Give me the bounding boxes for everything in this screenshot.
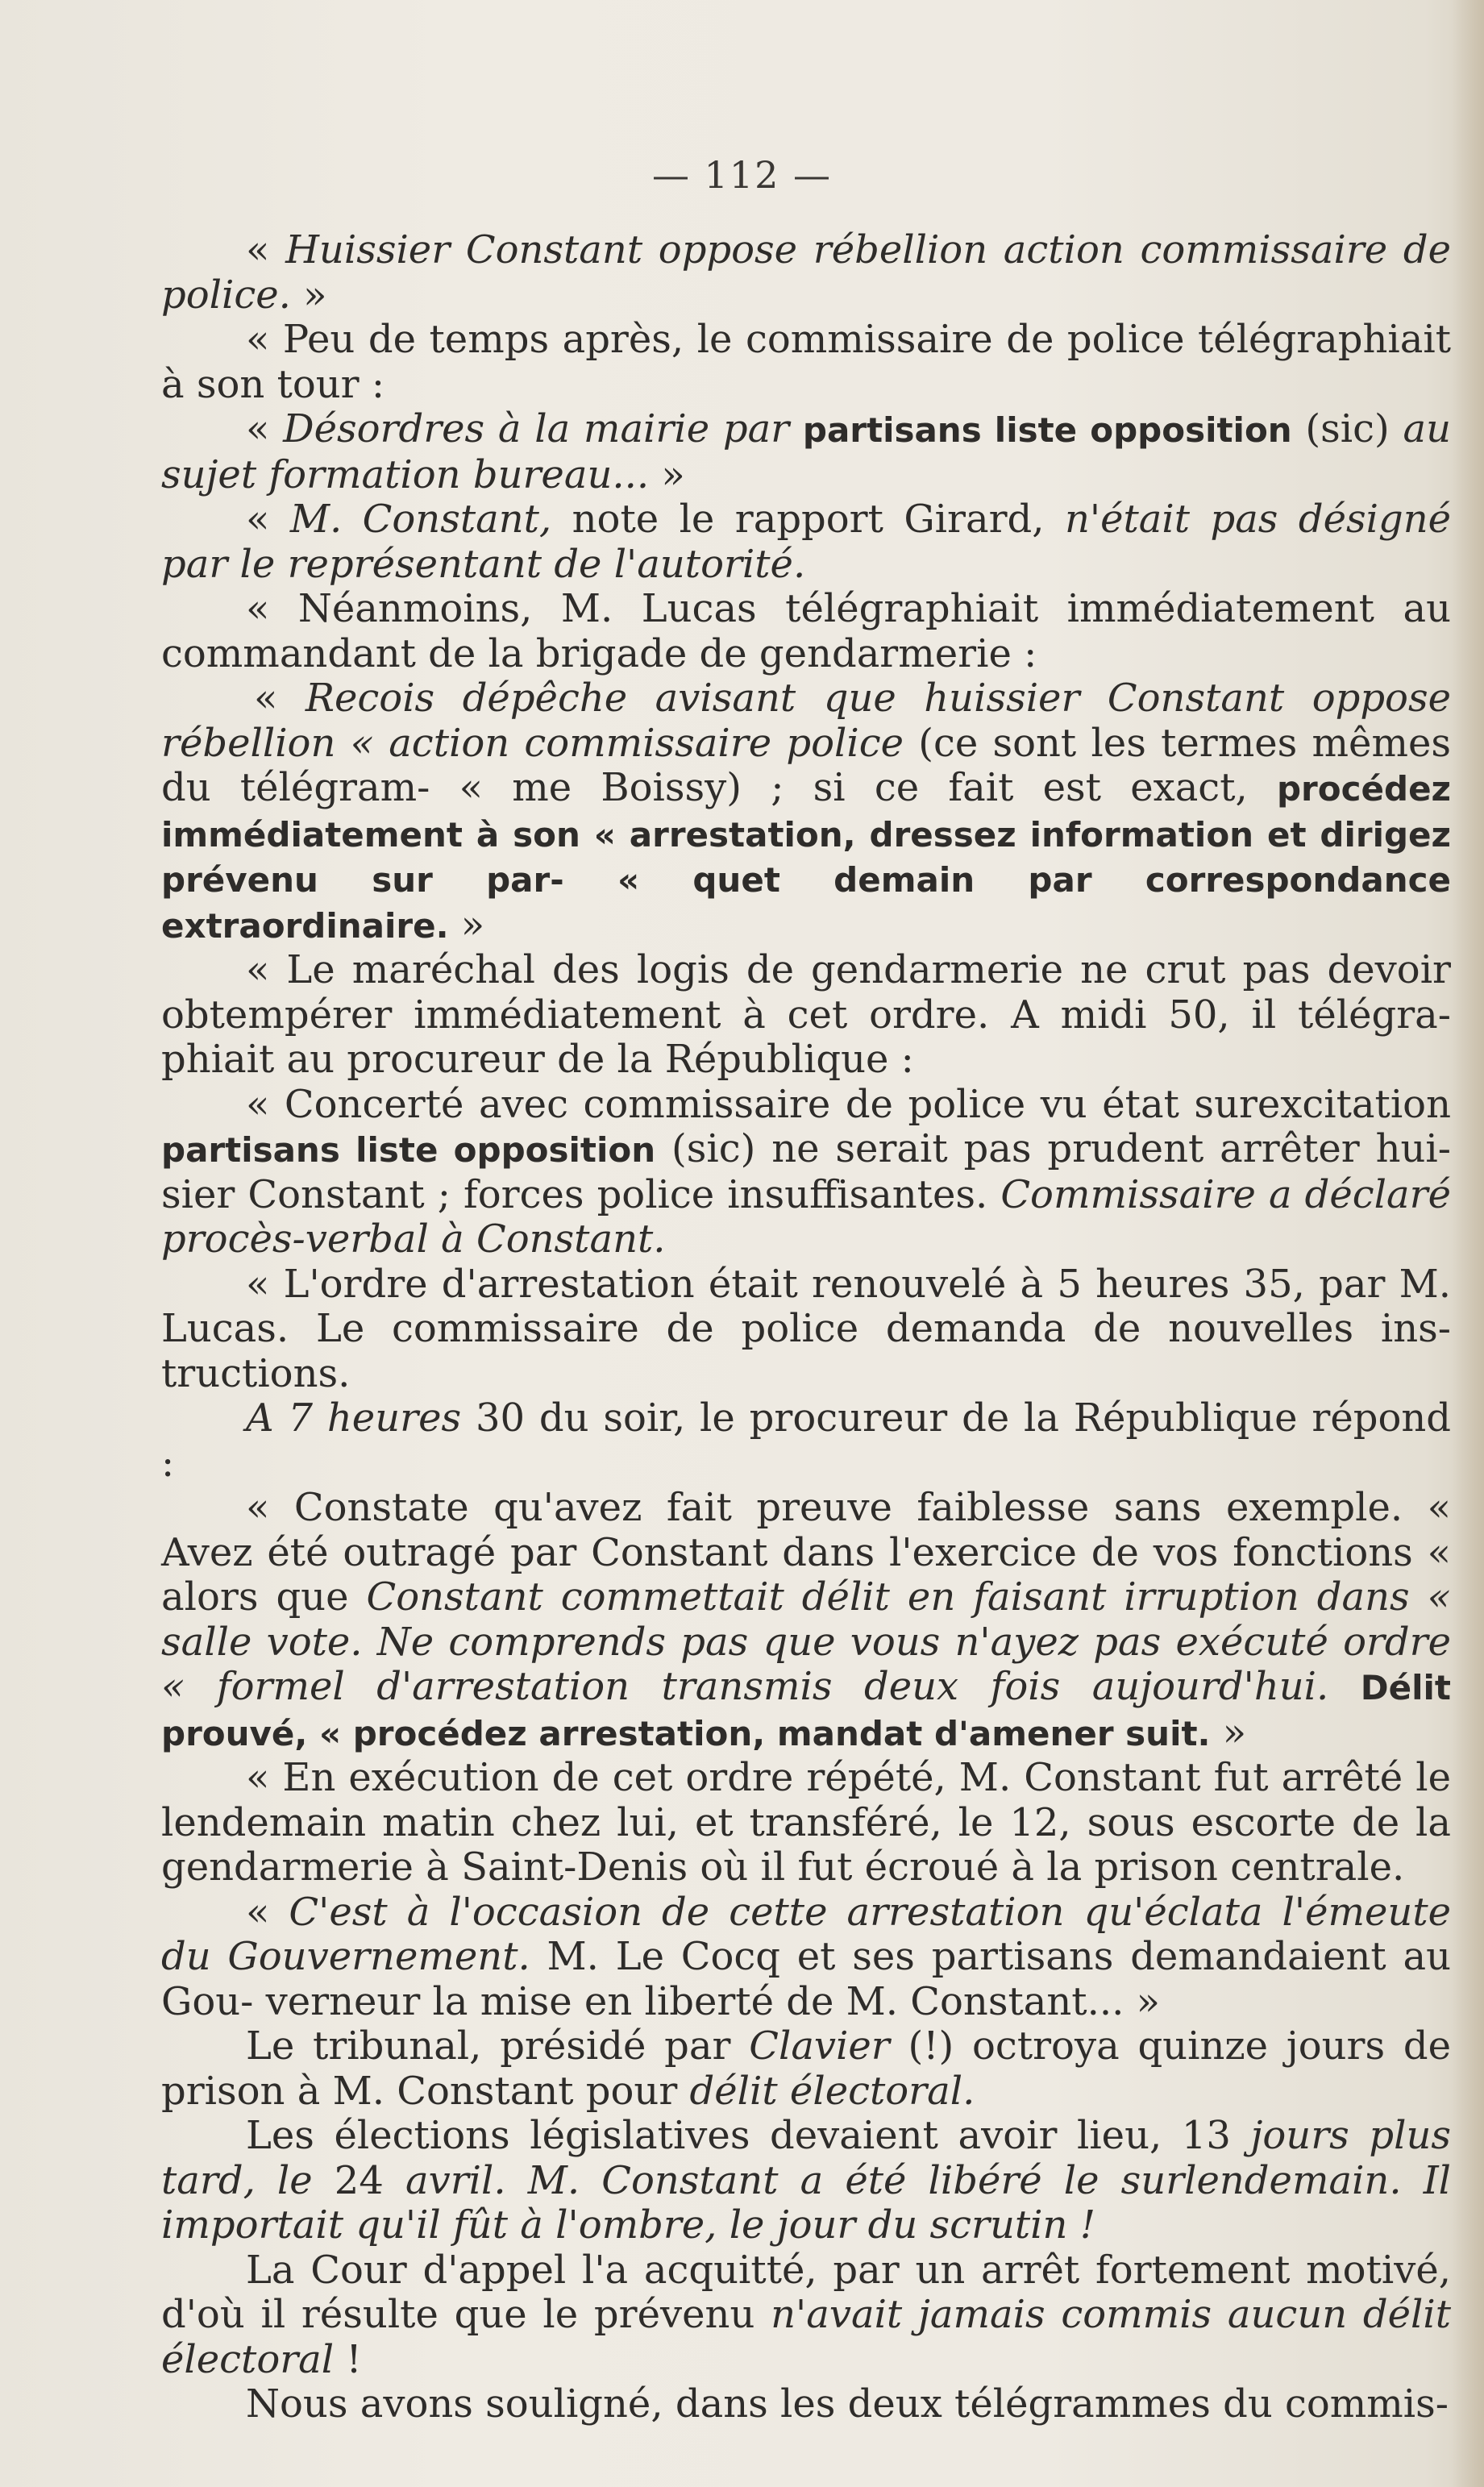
italic-text-run: Commissaire a déclaré procès-verbal à Constant. xyxy=(161,1171,1451,1262)
italic-text-run: A 7 heures xyxy=(246,1395,462,1441)
paragraph xyxy=(161,587,1451,676)
italic-text-run: avril. M. Constant a été libéré le surlendemain. Il importait qu'il fût à l'ombre, le jour du scrutin ! xyxy=(161,2157,1452,2248)
bold-text-run: Délit prouvé, « procédez arrestation, mandat d'amener suit. xyxy=(161,1668,1451,1753)
bold-text-run: partisans liste opposition xyxy=(802,410,1292,450)
paragraph xyxy=(161,2114,1451,2248)
paragraph xyxy=(161,2382,1451,2427)
text-run xyxy=(789,406,803,451)
text-run: « L'ordre d'arrestation était renouvelé à 5 heures 35, par M. Lucas. Le commissaire de police demanda de nouvelles ins- tructions. xyxy=(161,1261,1451,1396)
text-run: Les élections législatives devaient avoir lieu, 13 xyxy=(246,2113,1251,2158)
paragraph xyxy=(161,1083,1451,1262)
text-run: Nous avons souligné, dans les deux télégrammes du commis- xyxy=(246,2381,1449,2427)
text-run: (sic) xyxy=(1291,406,1403,451)
text-run: » xyxy=(448,901,485,947)
paragraph xyxy=(161,1396,1451,1486)
paragraph xyxy=(161,1890,1451,2025)
text-run: M. Le Cocq et ses partisans demandaient au Gou- verneur la mise en liberté de M. Constant... » xyxy=(161,1934,1451,2024)
italic-text-run: M. Constant, xyxy=(289,497,552,542)
paragraph xyxy=(161,676,1451,948)
paragraph xyxy=(161,407,1451,497)
italic-text-run: jours plus tard, le xyxy=(161,2113,1452,2203)
text-run: » xyxy=(290,272,327,318)
text-run: « Le maréchal des logis de gendarmerie ne crut pas devoir obtempérer immédiatement à cet ordre. A midi 50, il télégra- phiait au procureur de la République : xyxy=(161,947,1451,1082)
text-run xyxy=(1328,1664,1361,1709)
text-run: « Constate qu'avez fait preuve faiblesse sans exemple. « Avez été outragé par Constant dans l'exercice de vos fonctions « alors que xyxy=(161,1485,1451,1620)
italic-text-run: Constant commettait délit en faisant irruption dans « salle vote. Ne comprends pas que vous n'ayez pas exécuté ordre « formel d'arrestation transmis deux fois aujourd'hui. xyxy=(161,1574,1451,1709)
paragraph xyxy=(161,2248,1451,2383)
text-run: » xyxy=(649,451,685,497)
text-run: « Peu de temps après, le commissaire de police télégraphiait à son tour : xyxy=(161,317,1451,407)
paragraph xyxy=(161,1756,1451,1890)
italic-text-run: Huissier Constant oppose rébellion action commissaire de police. xyxy=(161,227,1452,318)
text-run: (ce sont les termes mêmes du télégram- « me Boissy) ; si ce fait est exact, xyxy=(161,720,1451,810)
italic-text-run: n'était pas désigné par le représentant de l'autorité. xyxy=(161,497,1452,587)
text-run: » xyxy=(1210,1709,1247,1755)
text-run: Le tribunal, présidé par xyxy=(246,2023,750,2069)
text-run: « xyxy=(254,676,306,721)
page-number: — 112 — xyxy=(651,153,833,197)
bold-text-run: procédez immédiatement à son « arrestation, dressez information et dirigez prévenu sur par- « quet demain par correspondance extraordinaire. xyxy=(161,769,1451,946)
paragraph xyxy=(161,1486,1451,1756)
text-run: « xyxy=(246,227,286,272)
text-run: ! xyxy=(334,2336,362,2382)
paragraph xyxy=(161,948,1451,1083)
text-run: « Concerté avec commissaire de police vu état surexcitation xyxy=(246,1081,1451,1127)
italic-text-run: délit électoral. xyxy=(689,2068,975,2114)
page-edge-shadow xyxy=(1452,0,1484,2487)
italic-text-run: Recois dépêche avisant que huissier Constant oppose rébellion « action commissaire police xyxy=(161,676,1451,766)
paragraph xyxy=(161,1262,1451,1397)
text-run: « xyxy=(246,406,284,451)
text-run: 30 du soir, le procureur de la République répond : xyxy=(161,1395,1452,1486)
italic-text-run: au sujet formation bureau... xyxy=(161,406,1452,497)
paragraph xyxy=(161,318,1451,407)
paragraph xyxy=(161,228,1451,318)
text-run: 24 xyxy=(312,2157,405,2203)
text-run: (!) octroya quinze jours de prison à M. Constant pour xyxy=(161,2023,1452,2114)
text-run: note le rapport Girard, xyxy=(551,497,1065,542)
text-run: « En exécution de cet ordre répété, M. Constant fut arrêté le lendemain matin chez lui, et transféré, le 12, sous escorte de la gendarmerie à Saint-Denis où il fut écroué à la prison centrale. xyxy=(161,1755,1451,1890)
text-run: « Néanmoins, M. Lucas télégraphiait immédiatement au commandant de la brigade de gendarmerie : xyxy=(161,586,1451,676)
italic-text-run: C'est à l'occasion de cette arrestation qu'éclata l'émeute du Gouvernement. xyxy=(161,1889,1452,1979)
italic-text-run: Clavier xyxy=(749,2023,890,2069)
text-run: La Cour d'appel l'a acquitté, par un arrêt fortement motivé, d'où il résulte que le prévenu xyxy=(161,2247,1451,2337)
italic-text-run: n'avait jamais commis aucun délit électoral xyxy=(161,2292,1451,2382)
text-run: « xyxy=(246,1889,289,1935)
paragraph xyxy=(161,497,1451,587)
text-run: « xyxy=(246,497,290,542)
text-run: (sic) ne serait pas prudent arrêter hui- sier Constant ; forces police insuffisantes. xyxy=(161,1126,1451,1217)
body-text xyxy=(161,228,1451,2427)
italic-text-run: Désordres à la mairie par xyxy=(283,406,790,451)
bold-text-run: partisans liste opposition xyxy=(161,1130,656,1170)
paragraph xyxy=(161,2024,1451,2114)
